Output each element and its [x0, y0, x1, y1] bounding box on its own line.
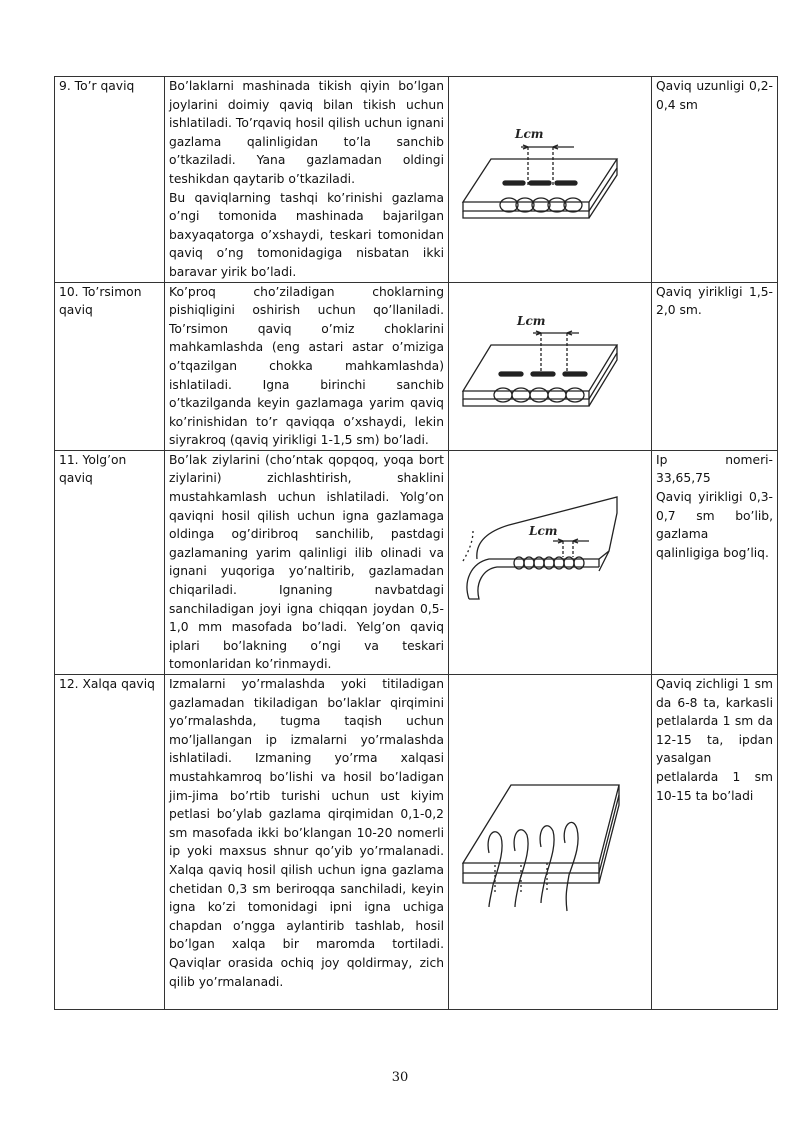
- loop-stitch-figure: [449, 675, 643, 1010]
- stitch-note: [652, 450, 778, 674]
- stitch-note: [652, 675, 778, 1010]
- note-paragraph: Ip nomeri-33,65,75: [656, 452, 773, 486]
- stitch-table: [54, 76, 778, 1010]
- description-paragraph: Bu qaviqlarning tashqi ko’rinishi gazlama o’ngi tomonida mashinada bajarilgan baxyaqatorga o’xshaydi, teskari tomonidan qaviq o’ng tomonidagiga nisbatan ikki baravar yirik bo’ladi.: [169, 190, 444, 279]
- stitch-name: 12. Xalqa qaviq: [55, 675, 165, 1010]
- stitch-name: 9. To’r qaviq: [55, 77, 165, 283]
- false-stitch-figure: [449, 451, 643, 669]
- table-row: [55, 675, 778, 1010]
- table-row: [55, 450, 778, 674]
- table-row: [55, 77, 778, 283]
- description-paragraph: Ko’proq cho’ziladigan choklarning pishiqligini oshirish uchun qo’llaniladi. To’rsimon qaviq o’miz choklarini mahkamlashda (eng astari astar o’miziga o’tqazilgan chokka mahkamlashda) ishlatiladi. Igna birinchi sanchib o’tkazilganda keyin gazlamaga yarim qaviq ko’rinishidan to’r qaviqqa o’xshaydi, lekin siyrakroq (qaviq yirikligi 1-1,5 sm) bo’ladi.: [169, 284, 444, 448]
- stitch-description: [165, 450, 449, 674]
- stitch-description: [165, 675, 449, 1010]
- stitch-note: [652, 77, 778, 283]
- note-paragraph: Qaviq yirikligi 1,5-2,0 sm.: [656, 284, 773, 318]
- length-label: Lст: [515, 127, 544, 141]
- description-paragraph: Bo’lak ziylarini (cho’ntak qopqoq, yoqa bort ziylarini) zichlashtirish, shaklini mustahkamlash uchun ishlatiladi. Yolg’on qaviqni hosil qilish uchun igna gazlamaga oldinga og’diribroq sanchilib, pastdagi gazlamaning yarim qalinligi ilib olinadi va ignani yuqoriga yo’naltirib, gazlamadan chiqariladi. Ignaning navbatdagi sanchiladigan joyi igna chiqqan joydan 0,5-1,0 mm masofada bo’ladi. Yelg’on qaviq iplari bo’lakning o’ngi va teskari tomonlaridan ko’rinmaydi.: [169, 452, 444, 672]
- stitch-figure-cell: [449, 77, 652, 283]
- stitch-name: 10. To’rsimon qaviq: [55, 282, 165, 450]
- note-paragraph: Qaviq zichligi 1 sm da 6-8 ta, karkasli petlalarda 1 sm da 12-15 ta, ipdan yasalgan petlalarda 1 sm 10-15 ta bo’ladi: [656, 677, 773, 803]
- netlike-stitch-figure: [449, 283, 643, 450]
- length-label: Lст: [517, 313, 546, 328]
- page-number: 30: [391, 1070, 409, 1085]
- length-label: Lст: [529, 523, 558, 538]
- table-row: [55, 282, 778, 450]
- stitch-figure-cell: [449, 450, 652, 674]
- description-paragraph: Bo’laklarni mashinada tikish qiyin bo’lgan joylarini doimiy qaviq bilan tikish uchun ishlatiladi. To’rqaviq hosil qilish uchun ignani gazlama qalinligidan to’la sanchib o’tkaziladi. Yana gazlamadan oldingi teshikdan qaytarib o’tkaziladi.: [169, 79, 444, 186]
- stitch-figure-cell: [449, 675, 652, 1010]
- stitch-description: [165, 282, 449, 450]
- stitch-name: 11. Yolg’on qaviq: [55, 450, 165, 674]
- description-paragraph: Izmalarni yo’rmalashda yoki titiladigan gazlamadan tikiladigan bo’laklar qirqimini yo’rmalashda, tugma taqish uchun mo’ljallangan ip izmalarni yo’rmalashda ishlatiladi. Izmaning yo’rma xalqasi mustahkamroq bo’lishi va hosil bo’ladigan jim-jima bo’rtib turishi uchun ust kiyim petlasi bo’ylab gazlama qirqimidan 0,1-0,2 sm masofada ikki bo’klangan 10-20 nomerli ip yoki maxsus shnur qo’yib yo’rmalanadi. Xalqa qaviq hosil qilish uchun igna gazlama chetidan 0,3 sm beriroqqa sanchiladi, keyin igna ko’zi tomonidagi ipni igna uchiga chapdan o’ngga aylantirib tashlab, hosil bo’lgan xalqa bir maromda tortiladi. Qaviqlar orasida ochiq joy qoldirmay, zich qilib yo’rmalanadi.: [169, 677, 444, 989]
- stitch-note: [652, 282, 778, 450]
- note-paragraph: Qaviq uzunligi 0,2-0,4 sm: [656, 79, 773, 112]
- net-stitch-figure: [449, 77, 643, 277]
- stitch-description: [165, 77, 449, 283]
- stitch-figure-cell: [449, 282, 652, 450]
- note-paragraph: Qaviq yirikligi 0,3-0,7 sm bo’lib, gazlama qalinligiga bog’liq.: [656, 490, 773, 560]
